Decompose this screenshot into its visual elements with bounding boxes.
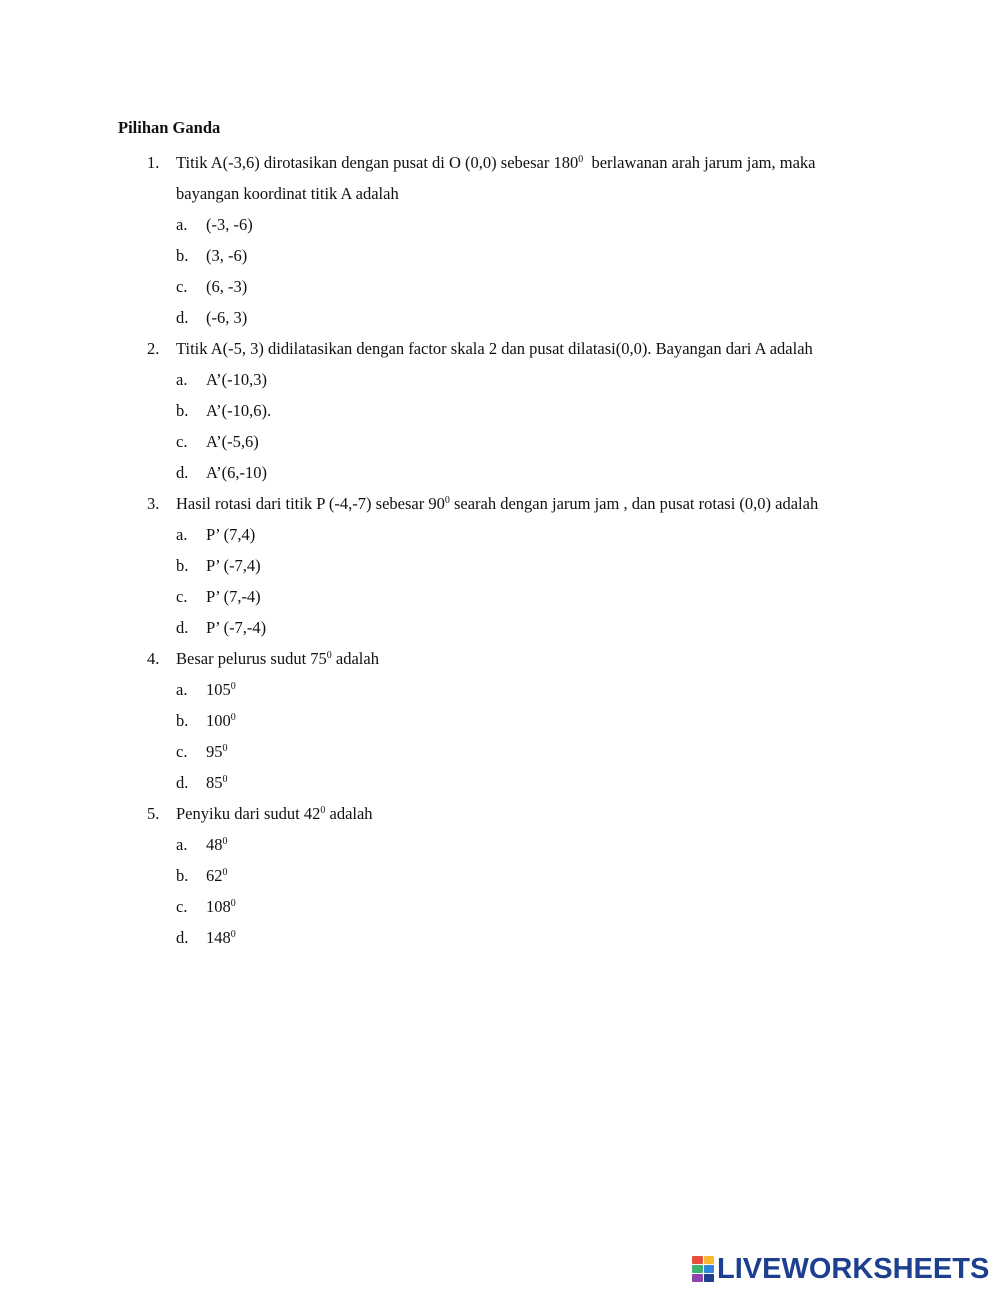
option-value: 108 [206,897,231,916]
liveworksheets-logo [692,1254,989,1284]
degree-superscript: 0 [230,712,236,723]
degree-superscript: 0 [222,774,228,785]
option-value: P’ (-7,4) [206,556,261,575]
question-text [176,804,373,824]
option-text [206,773,228,793]
question-text-part: adalah [331,649,379,668]
question-text [176,339,813,359]
option-letter: d. [176,308,189,327]
option-value: 48 [206,835,223,854]
logo-square [692,1265,703,1273]
option-letter: b. [176,711,189,730]
option-letter: b. [176,556,189,575]
option-value: 62 [206,866,223,885]
option-letter: c. [176,897,188,916]
option-text [206,866,228,886]
option-letter: b. [176,246,189,265]
option-letter: d. [176,618,189,637]
option-letter: c. [176,742,188,761]
degree-superscript: 0 [230,929,236,940]
logo-text: LIVEWORKSHEETS [717,1253,990,1285]
option-text [206,897,236,917]
option-value: 100 [206,711,231,730]
option-value: (-6, 3) [206,308,248,327]
question-number: 4. [147,649,160,668]
option-text [206,835,228,855]
option-value: 105 [206,680,231,699]
option-letter: d. [176,773,189,792]
degree-superscript: 0 [326,650,332,661]
degree-superscript: 0 [230,681,236,692]
question-text-part: berlawanan arah jarum jam, maka [583,153,816,172]
option-text [206,711,236,731]
option-letter: a. [176,680,188,699]
option-letter: a. [176,525,188,544]
option-text [206,928,236,948]
degree-superscript: 0 [444,495,450,506]
degree-superscript: 0 [578,154,584,165]
option-value: P’ (-7,-4) [206,618,267,637]
option-letter: d. [176,928,189,947]
option-value: A’(-10,6). [206,401,272,420]
logo-square [704,1256,715,1264]
option-text [206,308,247,328]
option-text [206,370,267,390]
question-text-part: searah dengan jarum jam , dan pusat rotasi (0,0) adalah [449,494,819,513]
option-value: A’(6,-10) [206,463,267,482]
option-letter: d. [176,463,189,482]
question-text [176,153,815,173]
question-number: 2. [147,339,160,358]
option-value: (3, -6) [206,246,248,265]
option-text [206,556,261,576]
question-text [176,184,399,204]
degree-superscript: 0 [230,898,236,909]
option-text [206,742,228,762]
question-text-part: Hasil rotasi dari titik P (-4,-7) sebesar 90 [176,494,445,513]
option-value: 95 [206,742,223,761]
question-text [176,649,379,669]
option-letter: c. [176,277,188,296]
question-text-part: Titik A(-5, 3) didilatasikan dengan factor skala 2 dan pusat dilatasi(0,0). Bayangan dari A adalah [176,339,813,358]
question-text-part: adalah [325,804,373,823]
option-value: 148 [206,928,231,947]
option-letter: a. [176,215,188,234]
option-text [206,401,271,421]
logo-square [692,1256,703,1264]
option-text [206,246,247,266]
option-value: P’ (7,-4) [206,587,261,606]
option-text [206,277,247,297]
question-text-part: Penyiku dari sudut 42 [176,804,321,823]
degree-superscript: 0 [320,805,326,816]
option-value: A’(-10,3) [206,370,267,389]
degree-superscript: 0 [222,867,228,878]
option-value: P’ (7,4) [206,525,256,544]
question-number: 3. [147,494,160,513]
question-number: 5. [147,804,160,823]
option-text [206,215,253,235]
option-text [206,525,255,545]
option-text [206,463,267,483]
option-letter: a. [176,835,188,854]
option-value: 85 [206,773,223,792]
option-letter: b. [176,866,189,885]
degree-superscript: 0 [222,836,228,847]
page-title: Pilihan Ganda [118,118,221,137]
question-text [176,494,818,514]
option-letter: c. [176,432,188,451]
degree-superscript: 0 [222,743,228,754]
question-text-part: Besar pelurus sudut 75 [176,649,327,668]
option-text [206,680,236,700]
logo-square [704,1265,715,1273]
option-text [206,432,259,452]
option-value: A’(-5,6) [206,432,259,451]
option-value: (6, -3) [206,277,248,296]
option-text [206,587,261,607]
question-text-part: bayangan koordinat titik A adalah [176,184,399,203]
option-text [206,618,266,638]
option-letter: a. [176,370,188,389]
question-text-part: Titik A(-3,6) dirotasikan dengan pusat di O (0,0) sebesar 180 [176,153,579,172]
liveworksheets-logo-icon [692,1256,714,1282]
option-letter: c. [176,587,188,606]
question-number: 1. [147,153,160,172]
logo-square [692,1274,703,1282]
logo-square [704,1274,715,1282]
option-letter: b. [176,401,189,420]
option-value: (-3, -6) [206,215,253,234]
